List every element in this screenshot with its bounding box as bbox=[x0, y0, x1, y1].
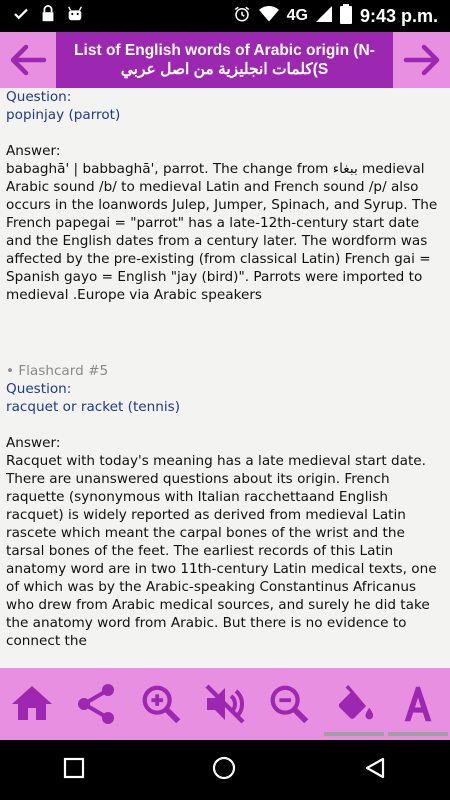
clock: 9:43 p.m. bbox=[359, 5, 438, 26]
previous-button[interactable] bbox=[0, 32, 56, 88]
selected-indicator bbox=[324, 732, 384, 736]
zoom-in-button[interactable] bbox=[136, 676, 186, 732]
flashcard-heading: • Flashcard #5 bbox=[6, 363, 109, 379]
question-text: popinjay (parrot) bbox=[6, 107, 121, 123]
mute-button[interactable] bbox=[200, 676, 250, 732]
title-line-1: List of English words of Arabic origin (N- bbox=[74, 42, 375, 59]
background-color-button[interactable] bbox=[329, 676, 379, 732]
question-text: racquet or racket (tennis) bbox=[6, 399, 181, 415]
share-button[interactable] bbox=[71, 676, 121, 732]
circle-icon bbox=[212, 756, 236, 780]
back-button[interactable] bbox=[363, 756, 387, 784]
zoom-out-icon bbox=[266, 681, 312, 727]
selected-indicator bbox=[388, 732, 448, 736]
answer-label: Answer: bbox=[6, 435, 61, 451]
home-button[interactable] bbox=[7, 676, 57, 732]
bottom-toolbar bbox=[0, 668, 450, 740]
check-icon bbox=[12, 5, 30, 27]
signal-icon bbox=[316, 6, 332, 26]
title-line-2: كلمات انجليزية من اصل عربي(S bbox=[120, 61, 329, 78]
arrow-left-icon bbox=[8, 40, 48, 80]
page-title bbox=[56, 32, 393, 88]
status-bar bbox=[0, 0, 450, 32]
flashcard-4 bbox=[6, 88, 444, 304]
triangle-back-icon bbox=[363, 756, 387, 780]
font-button[interactable] bbox=[393, 676, 443, 732]
mute-icon bbox=[201, 680, 249, 728]
home-nav-button[interactable] bbox=[212, 756, 236, 784]
android-icon bbox=[66, 5, 84, 27]
next-button[interactable] bbox=[394, 32, 450, 88]
answer-label: Answer: bbox=[6, 143, 61, 159]
question-label: Question: bbox=[6, 89, 72, 105]
home-icon bbox=[8, 680, 56, 728]
arrow-right-icon bbox=[402, 40, 442, 80]
square-icon bbox=[63, 757, 85, 779]
answer-text: babaghā' | babbaghā', parrot. The change from ببغاء medieval Arabic sound /b/ to medieval Latin and French sound /p/ also occurs in the loanwords Julep, Jumper, Spinach, and Syrup. The French papegai = "parrot" has a late-12th-century start date and the English dates from a century later. The wordform was affected by the pre-existing (from classical Latin) French gai = Spanish gayo = English "jay (bird)". Parrots were imported to medieval .Europe via Arabic speakers bbox=[6, 161, 438, 303]
recents-button[interactable] bbox=[63, 757, 85, 783]
answer-text: Racquet with today's meaning has a late medieval start date. There are unanswered questions about its origin. French raquette (synonymous with Italian racchettaand English racquet) is widely reported as derived from medieval Latin rascete which meant the carpal bones of the wrist and the tarsal bones of the feet. The earliest records of this Latin anatomy word are in two 11th-century Latin medical texts, one of which was by the Arabic-speaking Constantinus Africanus who drew from Arabic medical sources, and surely he did take the anatomy word from Arabic. But there is no evidence to connect the bbox=[6, 453, 437, 649]
battery-icon bbox=[340, 4, 352, 28]
network-type: 4G bbox=[286, 7, 308, 24]
wifi-icon bbox=[259, 6, 279, 26]
paint-bucket-icon bbox=[331, 681, 377, 727]
share-icon bbox=[72, 680, 120, 728]
system-nav-bar bbox=[0, 740, 450, 800]
app-header bbox=[0, 32, 450, 88]
zoom-out-button[interactable] bbox=[264, 676, 314, 732]
flashcard-5 bbox=[6, 362, 444, 650]
alarm-icon bbox=[233, 5, 251, 27]
lock-icon bbox=[40, 5, 56, 27]
font-icon bbox=[395, 681, 441, 727]
zoom-in-icon bbox=[138, 681, 184, 727]
flashcard-content[interactable] bbox=[0, 88, 450, 668]
question-label: Question: bbox=[6, 381, 72, 397]
